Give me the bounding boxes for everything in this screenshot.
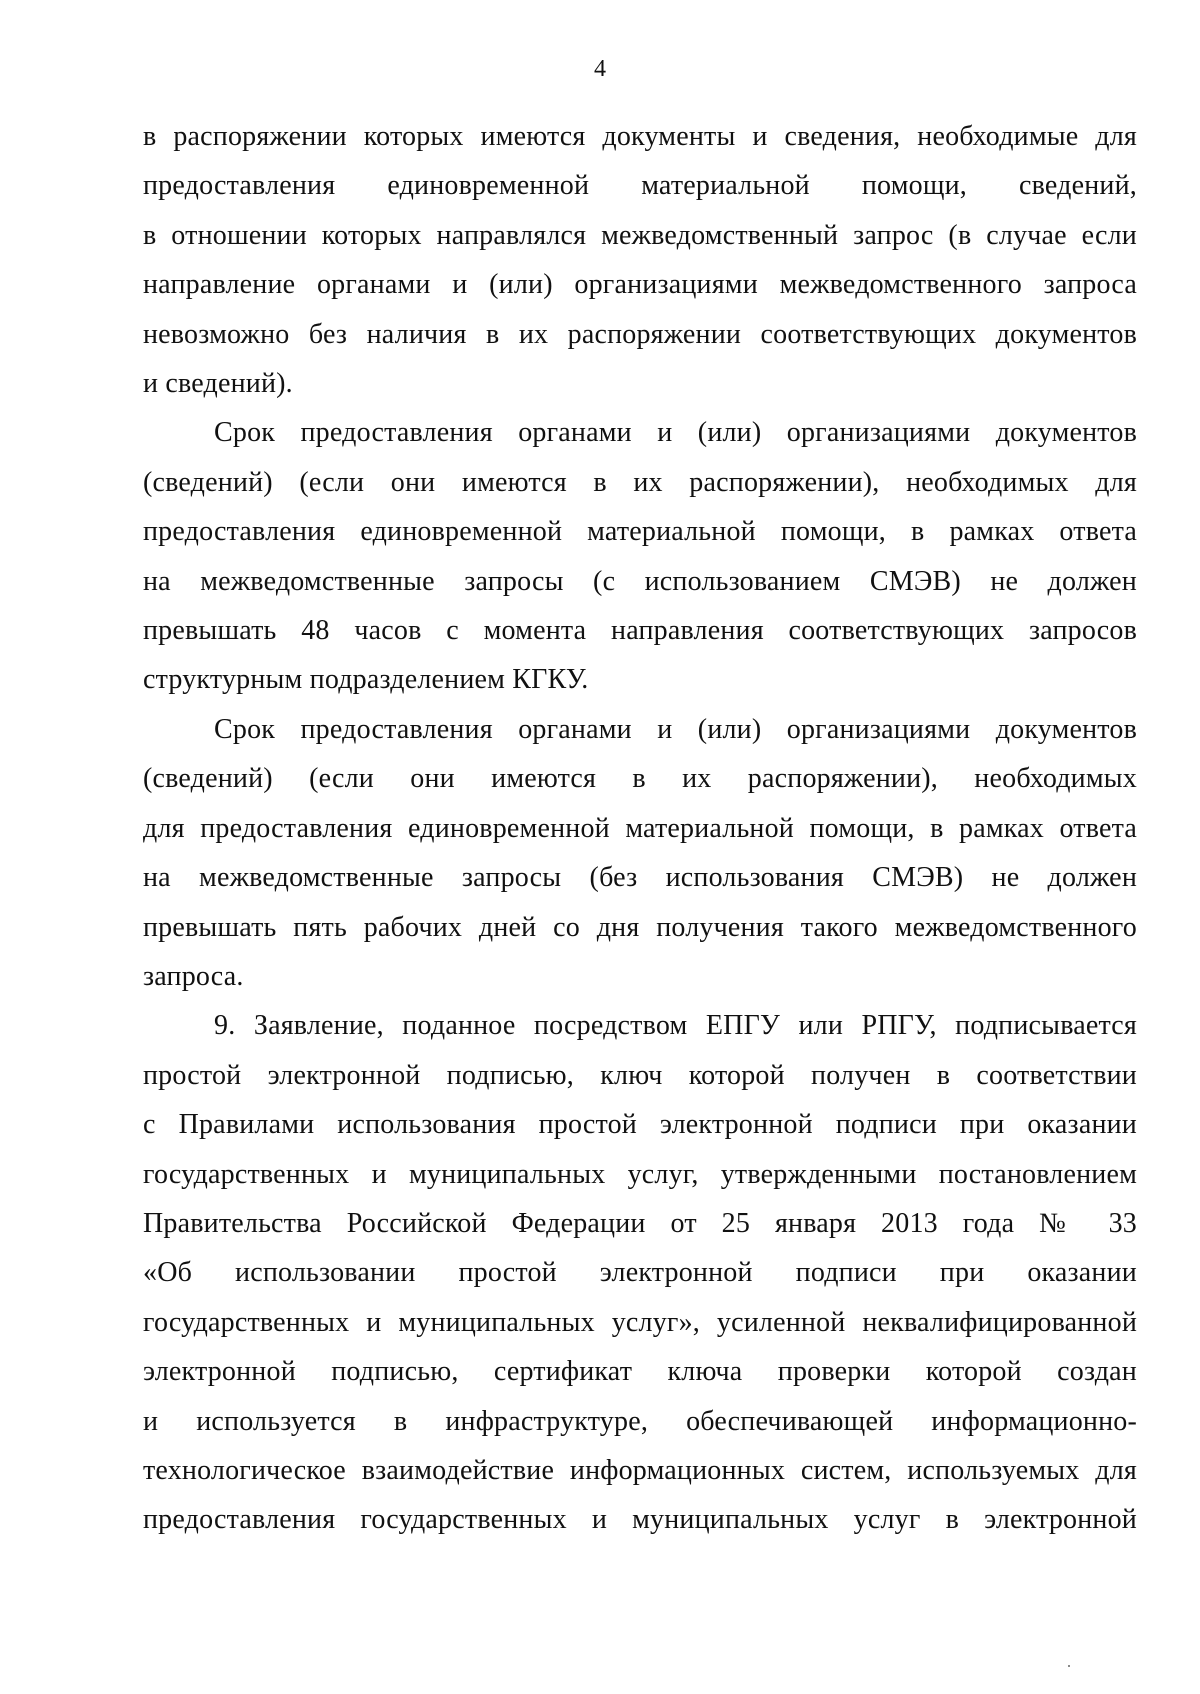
text-line: предоставления государственных и муниципальных услуг в электронной (143, 1504, 1137, 1536)
text-line: Срок предоставления органами и (или) организациями документов (214, 417, 1137, 449)
text-line: в отношении которых направлялся межведомственный запрос (в случае если (143, 219, 1137, 251)
text-line: предоставления единовременной материальной помощи, в рамках ответа (143, 516, 1137, 548)
scan-speck (1068, 1665, 1070, 1667)
text-line: направление органами и (или) организациями межведомственного запроса (143, 269, 1137, 301)
document-body (143, 112, 1137, 1545)
text-line: в распоряжении которых имеются документы и сведения, необходимые для (143, 121, 1137, 152)
text-line: (сведений) (если они имеются в их распоряжении), необходимых для (143, 466, 1137, 498)
text-line: простой электронной подписью, ключ которой получен в соответствии (143, 1059, 1137, 1091)
text-line: технологическое взаимодействие информационных систем, используемых для (143, 1454, 1137, 1486)
paragraph-3 (143, 705, 1137, 1001)
text-line: и сведений). (143, 368, 293, 400)
text-line: предоставления единовременной материальной помощи, сведений, (143, 170, 1137, 202)
text-line: государственных и муниципальных услуг», усиленной неквалифицированной (143, 1306, 1137, 1338)
paragraph-2 (143, 408, 1137, 704)
text-line: 9. Заявление, поданное посредством ЕПГУ или РПГУ, подписывается (214, 1010, 1137, 1042)
text-line: превышать пять рабочих дней со дня получения такого межведомственного (143, 911, 1137, 943)
paragraph-4 (143, 1001, 1137, 1544)
text-line: запроса. (143, 960, 244, 992)
text-line: Срок предоставления органами и (или) организациями документов (214, 713, 1137, 745)
paragraph-1 (143, 112, 1137, 408)
page-number: 4 (594, 56, 606, 82)
text-line: структурным подразделением КГКУ. (143, 664, 589, 696)
text-line: (сведений) (если они имеются в их распоряжении), необходимых (143, 763, 1137, 795)
text-line: для предоставления единовременной материальной помощи, в рамках ответа (143, 812, 1137, 844)
text-line: Правительства Российской Федерации от 25 января 2013 года № 33 (143, 1207, 1137, 1239)
text-line: государственных и муниципальных услуг, утвержденными постановлением (143, 1158, 1137, 1190)
text-line: с Правилами использования простой электронной подписи при оказании (143, 1109, 1137, 1141)
text-line: на межведомственные запросы (без использования СМЭВ) не должен (143, 862, 1137, 894)
text-line: «Об использовании простой электронной подписи при оказании (143, 1257, 1137, 1289)
text-line: электронной подписью, сертификат ключа проверки которой создан (143, 1356, 1137, 1388)
text-line: и используется в инфраструктуре, обеспечивающей информационно- (143, 1405, 1137, 1437)
text-line: превышать 48 часов с момента направления соответствующих запросов (143, 615, 1137, 647)
text-line: невозможно без наличия в их распоряжении соответствующих документов (143, 318, 1137, 350)
text-line: на межведомственные запросы (с использованием СМЭВ) не должен (143, 565, 1137, 597)
